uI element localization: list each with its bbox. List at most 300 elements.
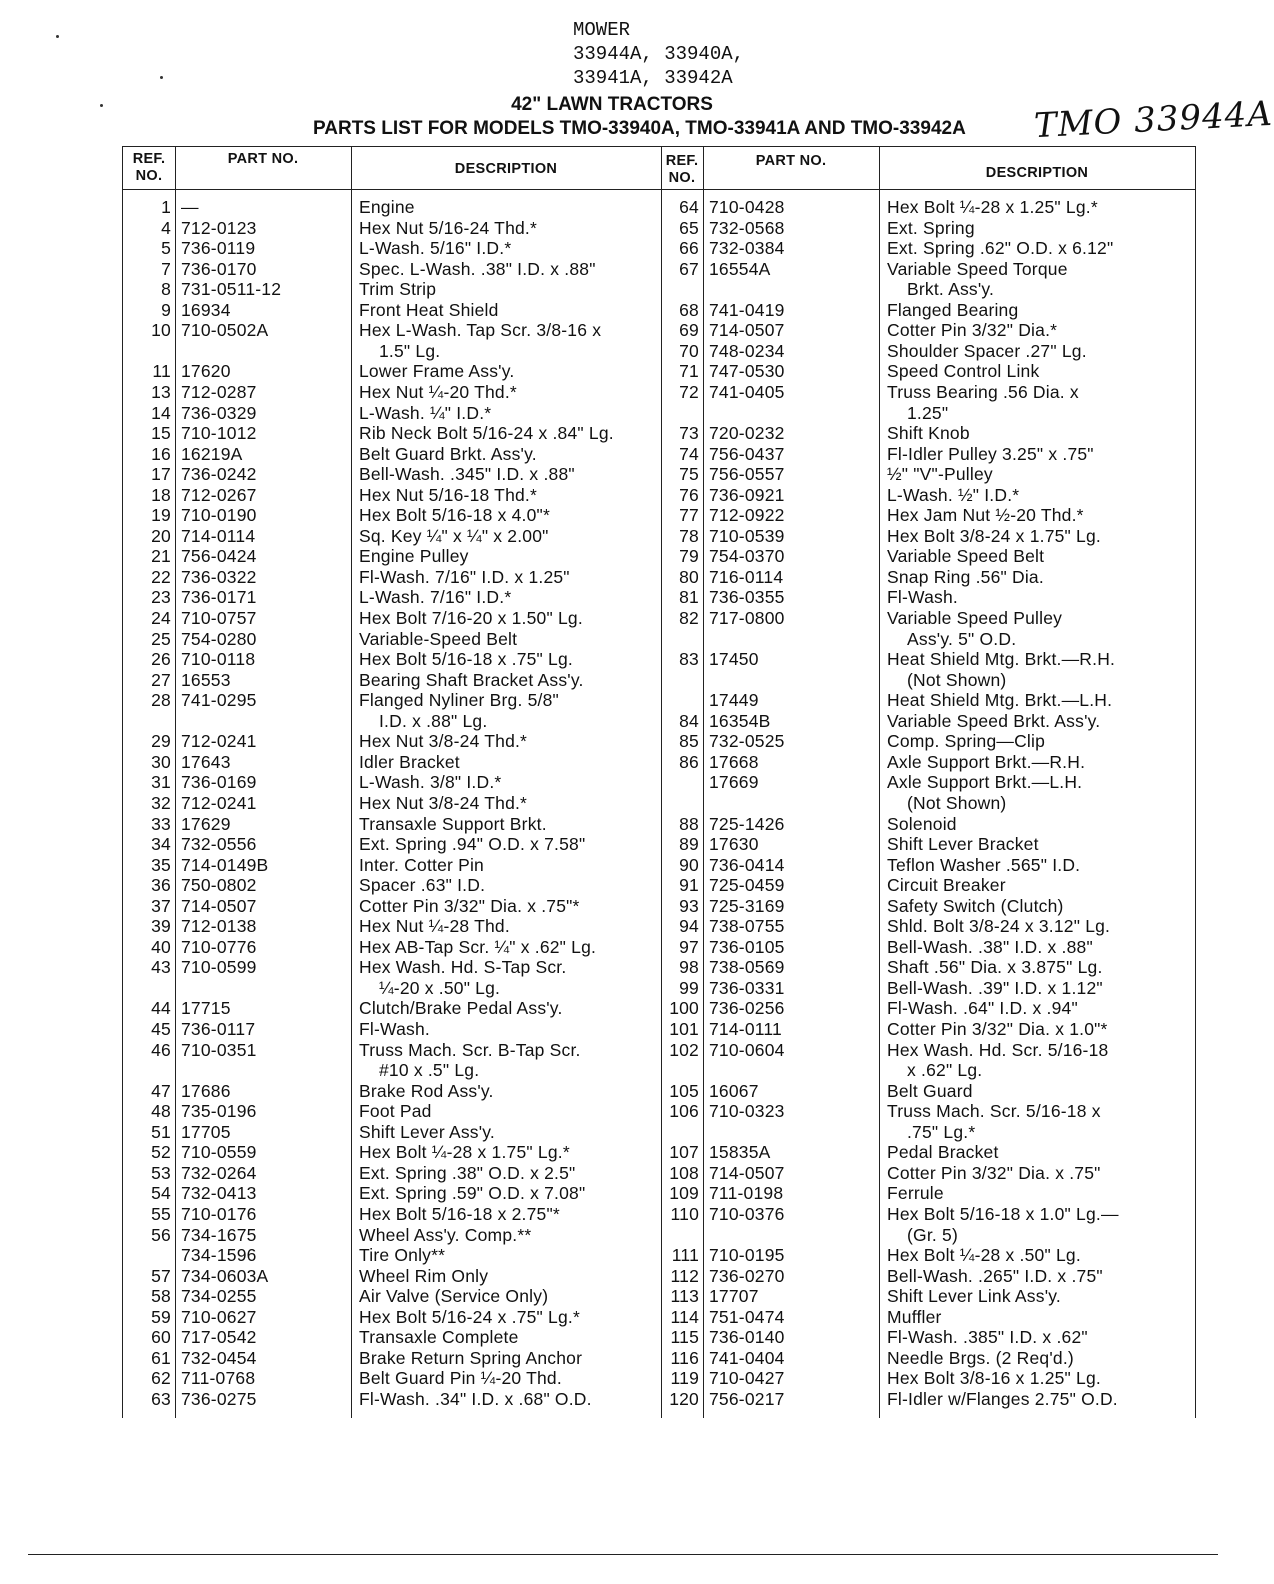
ref-number: 55 (151, 1203, 171, 1224)
ref-number: 43 (151, 957, 171, 978)
ref-number: 113 (670, 1286, 699, 1307)
part-description: L-Wash. ½" I.D.* (887, 484, 1020, 505)
part-number: 736-0331 (709, 977, 785, 998)
ref-number: 86 (679, 751, 699, 772)
part-description: Truss Mach. Scr. 5/16-18 x (887, 1101, 1101, 1122)
column-header-ref-left: REF. NO. (132, 151, 166, 184)
part-description: Hex Wash. Hd. Scr. 5/16-18 (887, 1039, 1109, 1060)
part-number: 717-0542 (181, 1327, 257, 1348)
part-number: 17450 (709, 649, 759, 670)
ref-number: 75 (679, 464, 699, 485)
part-description: Hex Nut 5/16-18 Thd.* (359, 484, 538, 505)
part-number: 741-0405 (709, 381, 785, 402)
part-number: 714-0507 (709, 1162, 785, 1183)
part-description: Bell-Wash. .345" I.D. x .88" (359, 464, 575, 485)
ref-number: 59 (151, 1306, 171, 1327)
part-description: Ext. Spring .62" O.D. x 6.12" (887, 238, 1114, 259)
ref-number: 36 (151, 875, 171, 896)
part-description: Bell-Wash. .38" I.D. x .88" (887, 936, 1093, 957)
part-description: Brake Return Spring Anchor (359, 1347, 583, 1368)
ref-number: 84 (679, 710, 699, 731)
part-number: 17668 (709, 751, 759, 772)
part-description: Safety Switch (Clutch) (887, 895, 1064, 916)
column-divider (175, 147, 176, 1418)
part-description: Trim Strip (359, 279, 437, 300)
part-description: Speed Control Link (887, 361, 1040, 382)
part-number: 756-0557 (709, 464, 785, 485)
ref-number: 20 (151, 525, 171, 546)
part-number: 711-0768 (181, 1368, 256, 1389)
footer-rule (28, 1554, 1218, 1555)
part-number: 714-0111 (709, 1019, 782, 1039)
part-number: 750-0802 (181, 875, 257, 896)
part-number: 736-0329 (181, 402, 257, 423)
part-description: Belt Guard Pin ¼-20 Thd. (359, 1368, 562, 1389)
parts-list-table (122, 146, 1196, 1418)
part-number: 714-0507 (709, 320, 785, 341)
ref-number: 112 (670, 1265, 699, 1286)
part-number: 736-0140 (709, 1327, 785, 1348)
part-description: Ferrule (887, 1183, 944, 1204)
ref-number: 26 (151, 649, 171, 670)
ref-number: 67 (679, 258, 699, 279)
handwritten-model-note: TMO 33944A (1033, 93, 1274, 147)
part-description: Clutch/Brake Pedal Ass'y. (359, 998, 563, 1019)
part-description: Air Valve (Service Only) (359, 1286, 549, 1307)
ref-number: 33 (151, 813, 171, 834)
ref-number: 21 (151, 546, 171, 567)
part-number: 748-0234 (709, 340, 785, 361)
ref-number: 82 (679, 608, 699, 628)
ref-number: 101 (669, 1019, 699, 1039)
part-description: #10 x .5" Lg. (379, 1060, 480, 1081)
part-description: L-Wash. ¼" I.D.* (359, 402, 492, 423)
part-number: 725-0459 (709, 875, 785, 896)
ref-number: 88 (679, 813, 699, 834)
part-number: 712-0267 (181, 484, 257, 505)
ref-number: 46 (151, 1039, 171, 1060)
part-number: 710-0176 (181, 1203, 257, 1224)
part-description: Hex Bolt 3/8-24 x 1.75" Lg. (887, 525, 1101, 546)
part-description: Hex Bolt 5/16-18 x 4.0"* (359, 505, 550, 526)
part-description: Fl-Wash. .64" I.D. x .94" (887, 998, 1078, 1019)
part-description: Fl-Idler Pulley 3.25" x .75" (887, 443, 1094, 464)
ref-number: 107 (669, 1142, 699, 1163)
part-description: 1.25" (907, 402, 949, 423)
part-number: 710-0118 (181, 649, 256, 670)
column-divider (879, 147, 880, 1418)
part-description: Shift Lever Ass'y. (359, 1121, 495, 1142)
ref-number: 81 (679, 587, 699, 608)
ref-number: 24 (151, 608, 171, 628)
ref-number: 39 (151, 916, 171, 937)
part-description: Foot Pad (359, 1101, 432, 1122)
part-number: 725-1426 (709, 813, 785, 834)
document-subtitle: PARTS LIST FOR MODELS TMO-33940A, TMO-33941A AND TMO-33942A (313, 118, 966, 139)
ref-number: 85 (679, 731, 699, 752)
part-description: L-Wash. 7/16" I.D.* (359, 587, 512, 608)
column-header-part-left: PART NO. (227, 151, 299, 167)
part-description: ½" "V"-Pulley (887, 464, 993, 485)
part-number: 741-0419 (709, 299, 785, 320)
ref-number: 62 (151, 1368, 171, 1389)
part-number: 736-0242 (181, 464, 257, 485)
part-number: 756-0437 (709, 443, 785, 464)
part-description: Sq. Key ¼" x ¼" x 2.00" (359, 525, 549, 546)
part-description: Wheel Rim Only (359, 1265, 489, 1286)
part-description: Fl-Wash. 7/16" I.D. x 1.25" (359, 566, 570, 587)
ref-number: 74 (679, 443, 699, 464)
part-description: Hex Bolt 7/16-20 x 1.50" Lg. (359, 608, 583, 628)
ref-number: 16 (151, 443, 171, 464)
ref-number: 17 (151, 464, 171, 485)
part-number: 717-0800 (709, 608, 785, 628)
part-description: Front Heat Shield (359, 299, 499, 320)
part-number: 736-0169 (181, 772, 257, 793)
ref-number: 15 (151, 423, 171, 444)
part-number: 710-0323 (709, 1101, 785, 1122)
part-number: 710-0539 (709, 525, 785, 546)
part-description: .75" Lg.* (907, 1121, 976, 1142)
part-description: I.D. x .88" Lg. (379, 710, 488, 731)
part-number: 754-0370 (709, 546, 785, 567)
part-number: 736-0414 (709, 854, 785, 875)
scan-speck (100, 104, 103, 107)
ref-number: 80 (679, 566, 699, 587)
part-number: 710-0190 (181, 505, 257, 526)
ref-number: 14 (151, 402, 171, 423)
part-number: 17715 (181, 998, 231, 1019)
part-description: Shift Knob (887, 423, 970, 444)
part-description: Cotter Pin 3/32" Dia. x 1.0"* (887, 1019, 1108, 1039)
ref-number: 108 (669, 1162, 699, 1183)
part-number: 732-0384 (709, 238, 785, 259)
scan-speck (160, 76, 163, 79)
part-description: Spec. L-Wash. .38" I.D. x .88" (359, 258, 596, 279)
part-description: Hex Bolt 5/16-18 x 1.0" Lg.— (887, 1203, 1119, 1224)
part-number: 738-0755 (709, 916, 785, 937)
part-number: 736-0921 (709, 484, 785, 505)
ref-number: 19 (151, 505, 171, 526)
part-description: Ext. Spring .38" O.D. x 2.5" (359, 1162, 576, 1183)
part-number: 736-0170 (181, 258, 257, 279)
part-description: Lower Frame Ass'y. (359, 361, 515, 382)
part-number: 710-1012 (181, 423, 257, 444)
ref-number: 66 (679, 238, 699, 259)
part-number: 736-0119 (181, 238, 256, 259)
ref-number: 51 (151, 1121, 171, 1142)
part-number: 712-0241 (181, 792, 257, 813)
ref-number: 4 (161, 217, 171, 238)
part-description: Bell-Wash. .265" I.D. x .75" (887, 1265, 1103, 1286)
ref-number: 93 (679, 895, 699, 916)
part-number: 17630 (709, 834, 759, 855)
part-description: Inter. Cotter Pin (359, 854, 484, 875)
ref-number: 45 (151, 1019, 171, 1039)
part-description: Ext. Spring .59" O.D. x 7.08" (359, 1183, 586, 1204)
part-number: 716-0114 (709, 566, 784, 587)
ref-number: 106 (669, 1101, 699, 1122)
ref-number: 77 (679, 505, 699, 526)
part-description: Variable Speed Brkt. Ass'y. (887, 710, 1101, 731)
part-number: 734-0255 (181, 1286, 257, 1307)
part-number: 710-0757 (181, 608, 257, 628)
part-number: 732-0556 (181, 834, 257, 855)
ref-number: 83 (679, 649, 699, 670)
part-description: Shift Lever Bracket (887, 834, 1039, 855)
ref-number: 90 (679, 854, 699, 875)
ref-number: 89 (679, 834, 699, 855)
part-description: Hex Nut 3/8-24 Thd.* (359, 731, 528, 752)
scan-speck (56, 35, 59, 38)
ref-number: 57 (151, 1265, 171, 1286)
part-number: 712-0123 (181, 217, 257, 238)
part-description: Hex Jam Nut ½-20 Thd.* (887, 505, 1084, 526)
part-description: Shld. Bolt 3/8-24 x 3.12" Lg. (887, 916, 1111, 937)
column-header-description-left: DESCRIPTION (454, 161, 558, 177)
part-description: L-Wash. 5/16" I.D.* (359, 238, 512, 259)
part-number: 736-0275 (181, 1388, 257, 1409)
part-number: 747-0530 (709, 361, 785, 382)
part-number: 751-0474 (709, 1306, 785, 1327)
part-description: Cotter Pin 3/32" Dia.* (887, 320, 1058, 341)
ref-number: 72 (679, 381, 699, 402)
part-description: Rib Neck Bolt 5/16-24 x .84" Lg. (359, 423, 614, 444)
part-description: Hex Nut 5/16-24 Thd.* (359, 217, 538, 238)
part-description: Circuit Breaker (887, 875, 1006, 896)
ref-number: 91 (679, 875, 699, 896)
ref-number: 105 (669, 1080, 699, 1101)
part-number: 710-0604 (709, 1039, 785, 1060)
ref-number: 5 (161, 238, 171, 259)
ref-number: 56 (151, 1224, 171, 1245)
part-description: Heat Shield Mtg. Brkt.—L.H. (887, 690, 1113, 711)
typed-header-line: MOWER (573, 19, 631, 41)
ref-number: 109 (669, 1183, 699, 1204)
part-number: 17686 (181, 1080, 231, 1101)
part-description: Belt Guard Brkt. Ass'y. (359, 443, 537, 464)
ref-number: 10 (151, 320, 171, 341)
column-divider (351, 147, 352, 1418)
ref-number: 69 (679, 320, 699, 341)
part-description: Shaft .56" Dia. x 3.875" Lg. (887, 957, 1103, 978)
ref-number: 23 (151, 587, 171, 608)
ref-number: 120 (669, 1388, 699, 1409)
part-description: Hex Wash. Hd. S-Tap Scr. (359, 957, 567, 978)
ref-number: 1 (161, 197, 171, 217)
part-description: Transaxle Support Brkt. (359, 813, 547, 834)
part-description: Wheel Ass'y. Comp.** (359, 1224, 532, 1245)
part-description: Engine Pulley (359, 546, 469, 567)
ref-number: 111 (671, 1245, 699, 1266)
ref-number: 54 (151, 1183, 171, 1204)
part-number: 17707 (709, 1286, 759, 1307)
part-description: Axle Support Brkt.—L.H. (887, 772, 1083, 793)
ref-number: 58 (151, 1286, 171, 1307)
part-description: Variable-Speed Belt (359, 628, 518, 649)
part-number: 736-0256 (709, 998, 785, 1019)
column-header-part-right: PART NO. (755, 153, 827, 169)
part-number: 710-0376 (709, 1203, 785, 1224)
part-description: Axle Support Brkt.—R.H. (887, 751, 1086, 772)
part-number: 16219A (181, 443, 243, 464)
part-number: 731-0511-12 (181, 279, 282, 300)
part-number: 711-0198 (709, 1183, 784, 1204)
part-number: — (181, 197, 199, 217)
part-number: 734-1596 (181, 1245, 257, 1266)
part-description: Hex Bolt 5/16-24 x .75" Lg.* (359, 1306, 580, 1327)
part-number: 710-0427 (709, 1368, 785, 1389)
ref-number: 48 (151, 1101, 171, 1122)
part-number: 16554A (709, 258, 771, 279)
part-description: (Not Shown) (907, 792, 1007, 813)
part-description: Fl-Idler w/Flanges 2.75" O.D. (887, 1388, 1118, 1409)
ref-number: 30 (151, 751, 171, 772)
part-number: 732-0454 (181, 1347, 257, 1368)
ref-number: 63 (151, 1388, 171, 1409)
part-number: 712-0287 (181, 381, 257, 402)
part-description: Truss Bearing .56 Dia. x (887, 381, 1079, 402)
ref-number: 32 (151, 792, 171, 813)
part-description: x .62" Lg. (907, 1060, 983, 1081)
part-number: 16067 (709, 1080, 759, 1101)
part-description: Solenoid (887, 813, 957, 834)
column-divider (703, 147, 704, 1418)
part-number: 710-0627 (181, 1306, 257, 1327)
ref-number: 100 (669, 998, 699, 1019)
part-number: 756-0217 (709, 1388, 785, 1409)
part-description: Truss Mach. Scr. B-Tap Scr. (359, 1039, 581, 1060)
ref-number: 94 (679, 916, 699, 937)
ref-number: 9 (161, 299, 171, 320)
part-description: ¼-20 x .50" Lg. (379, 977, 501, 998)
ref-number: 25 (151, 628, 171, 649)
part-description: Fl-Wash. .34" I.D. x .68" O.D. (359, 1388, 592, 1409)
ref-number: 64 (679, 197, 699, 217)
part-number: 738-0569 (709, 957, 785, 978)
part-description: Transaxle Complete (359, 1327, 519, 1348)
ref-number: 7 (161, 258, 171, 279)
ref-number: 29 (151, 731, 171, 752)
part-number: 756-0424 (181, 546, 257, 567)
part-description: Ext. Spring (887, 217, 975, 238)
part-description: Variable Speed Pulley (887, 608, 1063, 628)
part-description: Hex L-Wash. Tap Scr. 3/8-16 x (359, 320, 602, 341)
ref-number: 119 (670, 1368, 699, 1389)
part-description: Comp. Spring—Clip (887, 731, 1046, 752)
ref-number: 115 (670, 1327, 699, 1348)
ref-number: 71 (679, 361, 699, 382)
column-header-description-right: DESCRIPTION (985, 165, 1089, 181)
ref-number: 98 (679, 957, 699, 978)
part-description: Idler Bracket (359, 751, 460, 772)
ref-number: 40 (151, 936, 171, 957)
typed-header-line: 33941A, 33942A (573, 67, 733, 89)
part-number: 17629 (181, 813, 231, 834)
part-description: (Not Shown) (907, 669, 1007, 690)
part-number: 754-0280 (181, 628, 257, 649)
part-number: 712-0241 (181, 731, 257, 752)
part-number: 725-3169 (709, 895, 785, 916)
part-number: 735-0196 (181, 1101, 257, 1122)
ref-number: 76 (679, 484, 699, 505)
part-description: Brake Rod Ass'y. (359, 1080, 494, 1101)
part-number: 17643 (181, 751, 231, 772)
part-description: 1.5" Lg. (379, 340, 441, 361)
part-description: Snap Ring .56" Dia. (887, 566, 1044, 587)
part-description: Hex Nut 3/8-24 Thd.* (359, 792, 528, 813)
part-description: Hex Nut ¼-20 Thd.* (359, 381, 517, 402)
ref-number: 8 (161, 279, 171, 300)
part-description: L-Wash. 3/8" I.D.* (359, 772, 502, 793)
ref-number: 13 (151, 381, 171, 402)
part-number: 736-0270 (709, 1265, 785, 1286)
part-number: 736-0117 (181, 1019, 256, 1039)
part-number: 712-0138 (181, 916, 257, 937)
ref-number: 28 (151, 690, 171, 711)
part-description: Hex Nut ¼-28 Thd. (359, 916, 510, 937)
part-number: 710-0559 (181, 1142, 257, 1163)
ref-number: 37 (151, 895, 171, 916)
part-number: 741-0295 (181, 690, 257, 711)
part-description: Hex Bolt 3/8-16 x 1.25" Lg. (887, 1368, 1101, 1389)
part-description: Tire Only** (359, 1245, 446, 1266)
part-description: Hex Bolt ¼-28 x 1.75" Lg.* (359, 1142, 570, 1163)
ref-number: 53 (151, 1162, 171, 1183)
part-description: Spacer .63" I.D. (359, 875, 486, 896)
ref-number: 11 (152, 361, 171, 382)
part-number: 736-0322 (181, 566, 257, 587)
part-description: Muffler (887, 1306, 942, 1327)
part-description: Cotter Pin 3/32" Dia. x .75" (887, 1162, 1101, 1183)
ref-number: 27 (151, 669, 171, 690)
part-number: 710-0502A (181, 320, 269, 341)
ref-number: 31 (151, 772, 171, 793)
part-number: 714-0149B (181, 854, 269, 875)
part-description: Bell-Wash. .39" I.D. x 1.12" (887, 977, 1103, 998)
part-number: 741-0404 (709, 1347, 785, 1368)
ref-number: 99 (679, 977, 699, 998)
part-number: 16934 (181, 299, 231, 320)
part-number: 710-0599 (181, 957, 257, 978)
ref-number: 114 (670, 1306, 699, 1327)
part-number: 714-0114 (181, 525, 256, 546)
part-description: Pedal Bracket (887, 1142, 999, 1163)
part-description: Hex Bolt 5/16-18 x .75" Lg. (359, 649, 573, 670)
ref-number: 18 (151, 484, 171, 505)
ref-number: 79 (679, 546, 699, 567)
part-description: Fl-Wash. (887, 587, 958, 608)
part-description: Flanged Nyliner Brg. 5/8" (359, 690, 559, 711)
part-number: 17669 (709, 772, 759, 793)
part-description: Hex Bolt 5/16-18 x 2.75"* (359, 1203, 560, 1224)
part-description: Shoulder Spacer .27" Lg. (887, 340, 1087, 361)
ref-number: 116 (670, 1347, 699, 1368)
part-number: 710-0428 (709, 197, 785, 217)
ref-number: 110 (670, 1203, 699, 1224)
ref-number: 97 (679, 936, 699, 957)
document-title: 42" LAWN TRACTORS (511, 94, 713, 115)
ref-number: 22 (151, 566, 171, 587)
part-description: Variable Speed Torque (887, 258, 1068, 279)
part-description: Hex Bolt ¼-28 x 1.25" Lg.* (887, 197, 1098, 217)
part-description: Needle Brgs. (2 Req'd.) (887, 1347, 1074, 1368)
part-number: 17449 (709, 690, 759, 711)
part-description: Cotter Pin 3/32" Dia. x .75"* (359, 895, 580, 916)
part-description: Ass'y. 5" O.D. (907, 628, 1017, 649)
part-description: Shift Lever Link Ass'y. (887, 1286, 1061, 1307)
part-description: Fl-Wash. .385" I.D. x .62" (887, 1327, 1088, 1348)
